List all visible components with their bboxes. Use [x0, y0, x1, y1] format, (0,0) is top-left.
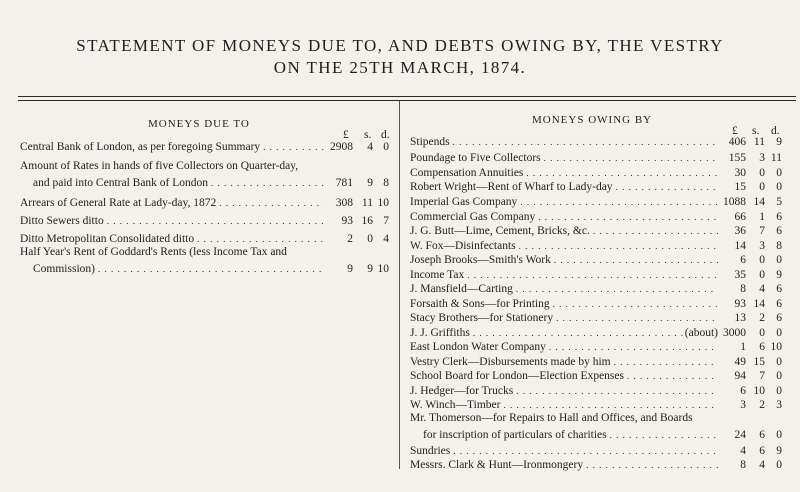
left-unit-pounds: £: [343, 129, 349, 141]
entry-label: Commission): [33, 263, 95, 275]
leader-dots: [526, 166, 718, 180]
leader-dots: [549, 340, 718, 354]
entry-label: for inscription of particulars of charities: [423, 429, 607, 441]
ledger-row: [410, 268, 792, 282]
amount-shillings: 4: [759, 459, 765, 471]
ledger-row: [410, 311, 792, 325]
entry-label: Ditto Sewers ditto: [20, 215, 104, 227]
leader-dots: [219, 196, 324, 210]
right-unit-pence: d.: [771, 125, 780, 137]
amount-shillings: 11: [753, 136, 765, 148]
amount-shillings: 3: [759, 152, 765, 164]
leader-dots: [453, 444, 718, 458]
ledger-row: [410, 398, 792, 412]
leader-dots: [107, 214, 324, 228]
amount-pounds: 1: [740, 341, 746, 353]
entry-label: J. J. Griffiths: [410, 327, 470, 339]
entry-label: Vestry Clerk—Disbursements made by him: [410, 356, 611, 368]
ledger-row: [410, 166, 792, 180]
leader-dots: [593, 224, 718, 238]
leader-dots: [98, 262, 324, 276]
ledger-row: [20, 196, 392, 210]
leader-dots: [197, 232, 324, 246]
amount-pence: 5: [776, 196, 782, 208]
ledger-row: [410, 239, 792, 253]
amount-shillings: 16: [361, 215, 373, 227]
amount-pence: 0: [776, 459, 782, 471]
amount-shillings: 6: [759, 341, 765, 353]
statement-date: ON THE 25TH MARCH, 1874.: [273, 58, 527, 77]
amount-pence: 0: [776, 254, 782, 266]
entry-label: J. Mansfield—Carting: [410, 283, 513, 295]
leader-dots: [616, 180, 718, 194]
left-heading: MONEYS DUE TO: [148, 118, 250, 130]
amount-pounds: 15: [734, 181, 746, 193]
entry-suffix: (about): [684, 327, 718, 339]
entry-label-line1: Mr. Thomerson—for Repairs to Hall and Offices, and Boards: [410, 412, 693, 424]
amount-pounds: 36: [734, 225, 746, 237]
entry-label: Poundage to Five Collectors: [410, 152, 541, 164]
entry-label: Imperial Gas Company: [410, 196, 518, 208]
entry-label: Central Bank of London, as per foregoing Summary: [20, 141, 261, 153]
ledger-row: [410, 297, 792, 311]
amount-shillings: 2: [759, 399, 765, 411]
amount-pounds: 6: [740, 385, 746, 397]
leader-dots: [556, 311, 718, 325]
left-unit-pence: d.: [381, 129, 390, 141]
amount-pence: 0: [776, 385, 782, 397]
entry-label: East London Water Company: [410, 341, 546, 353]
ledger-row: [410, 210, 792, 224]
entry-label: Joseph Brooks—Smith's Work: [410, 254, 551, 266]
ledger-row: [410, 180, 792, 194]
amount-pounds: 4: [740, 445, 746, 457]
amount-pence: 9: [776, 269, 782, 281]
entry-label: Stacy Brothers—for Stationery: [410, 312, 554, 324]
right-unit-shillings: s.: [752, 125, 760, 137]
entry-label: and paid into Central Bank of London: [33, 177, 209, 189]
amount-pounds: 308: [335, 197, 353, 209]
amount-pounds: 14: [734, 240, 746, 252]
leader-dots: [553, 297, 718, 311]
amount-pence: 0: [776, 167, 782, 179]
amount-pence: 9: [776, 445, 782, 457]
amount-pence: 10: [377, 197, 389, 209]
amount-shillings: 0: [759, 269, 765, 281]
ledger-row: [410, 326, 792, 340]
amount-pounds: 8: [740, 283, 746, 295]
leader-dots: [516, 282, 718, 296]
entry-label: Stipends: [410, 136, 450, 148]
amount-pence: 10: [770, 341, 782, 353]
entry-label: Robert Wright—Rent of Wharf to Lady-day: [410, 181, 613, 193]
amount-shillings: 2: [759, 312, 765, 324]
leader-dots: [453, 135, 718, 149]
amount-pence: 6: [776, 312, 782, 324]
amount-shillings: 6: [759, 445, 765, 457]
entry-label: J. Hedger—for Trucks: [410, 385, 514, 397]
amount-shillings: 0: [759, 254, 765, 266]
amount-pence: 6: [776, 225, 782, 237]
amount-pence: 6: [776, 298, 782, 310]
amount-shillings: 11: [361, 197, 373, 209]
leader-dots: [544, 151, 718, 165]
left-unit-shillings: s.: [364, 129, 372, 141]
right-unit-pounds: £: [732, 125, 738, 137]
ledger-row: [410, 444, 792, 458]
amount-shillings: 9: [367, 263, 373, 275]
amount-pence: 0: [776, 356, 782, 368]
amount-pounds: 93: [734, 298, 746, 310]
amount-pence: 8: [776, 240, 782, 252]
ledger-row: [410, 253, 792, 267]
ledger-row: [410, 151, 792, 165]
leader-dots: [263, 140, 324, 154]
entry-label: W. Fox—Disinfectants: [410, 240, 516, 252]
amount-pounds: 66: [734, 211, 746, 223]
column-divider: [399, 101, 400, 469]
amount-shillings: 4: [367, 141, 373, 153]
amount-pounds: 3: [740, 399, 746, 411]
entry-label: Compensation Annuities: [410, 167, 524, 179]
amount-pounds: 9: [347, 263, 353, 275]
amount-shillings: 0: [759, 167, 765, 179]
ledger-row: [33, 262, 392, 276]
entry-label: J. G. Butt—Lime, Cement, Bricks, &c.: [410, 225, 590, 237]
ledger-row: [423, 428, 792, 442]
ledger-row: [20, 232, 392, 246]
amount-shillings: 6: [759, 429, 765, 441]
ledger-row: [20, 140, 392, 154]
amount-pence: 7: [383, 215, 389, 227]
amount-shillings: 7: [759, 370, 765, 382]
entry-label-line1: Amount of Rates in hands of five Collectors on Quarter-day,: [20, 160, 299, 172]
ledger-row: [410, 135, 792, 149]
amount-pence: 6: [776, 211, 782, 223]
amount-pounds: 94: [734, 370, 746, 382]
amount-pence: 0: [776, 181, 782, 193]
right-heading: MONEYS OWING BY: [532, 114, 653, 126]
amount-pounds: 49: [734, 356, 746, 368]
amount-pounds: 13: [734, 312, 746, 324]
entry-label: Commercial Gas Company: [410, 211, 536, 223]
amount-shillings: 4: [759, 283, 765, 295]
amount-pounds: 93: [341, 215, 353, 227]
amount-pence: 11: [770, 152, 782, 164]
amount-shillings: 0: [759, 181, 765, 193]
entry-label: Messrs. Clark & Hunt—Ironmongery: [410, 459, 584, 471]
amount-pounds: 155: [728, 152, 746, 164]
leader-dots: [519, 239, 718, 253]
ledger-row: [410, 458, 792, 472]
amount-pounds: 3000: [723, 327, 746, 339]
amount-pounds: 30: [734, 167, 746, 179]
leader-dots: [627, 369, 718, 383]
leader-dots: [516, 384, 718, 398]
entry-label: Ditto Metropolitan Consolidated ditto: [20, 233, 195, 245]
entry-label: School Board for London—Election Expenses: [410, 370, 624, 382]
amount-shillings: 7: [759, 225, 765, 237]
leader-dots: [520, 195, 718, 209]
ledger-row: [410, 355, 792, 369]
amount-pounds: 2908: [330, 141, 353, 153]
amount-pounds: 24: [734, 429, 746, 441]
leader-dots: [467, 268, 718, 282]
ledger-row: [410, 384, 792, 398]
amount-pence: 4: [383, 233, 389, 245]
amount-pence: 3: [776, 399, 782, 411]
leader-dots: [211, 176, 324, 190]
ledger-row: [410, 195, 792, 209]
statement-title: STATEMENT OF MONEYS DUE TO, AND DEBTS OWING BY, THE VESTRY: [76, 36, 724, 55]
amount-shillings: 15: [753, 356, 765, 368]
entry-label: W. Winch—Timber: [410, 399, 501, 411]
amount-pounds: 8: [740, 459, 746, 471]
amount-shillings: 10: [753, 385, 765, 397]
ledger-row: [20, 214, 392, 228]
amount-pounds: 1088: [723, 196, 746, 208]
amount-pounds: 2: [347, 233, 353, 245]
leader-dots: [503, 398, 718, 412]
amount-pence: 6: [776, 283, 782, 295]
entry-label-line1: Half Year's Rent of Goddard's Rents (less Income Tax and: [20, 246, 287, 258]
leader-dots: [614, 355, 718, 369]
ledger-row: [33, 176, 392, 190]
amount-pence: 10: [377, 263, 389, 275]
leader-dots: [554, 253, 718, 267]
leader-dots: [473, 326, 685, 340]
amount-shillings: 0: [367, 233, 373, 245]
amount-pounds: 35: [734, 269, 746, 281]
amount-shillings: 3: [759, 240, 765, 252]
amount-pounds: 406: [728, 136, 746, 148]
amount-pence: 0: [383, 141, 389, 153]
ledger-row: [410, 369, 792, 383]
amount-pounds: 781: [335, 177, 353, 189]
amount-pence: 0: [776, 370, 782, 382]
ledger-row: [410, 340, 792, 354]
amount-shillings: 0: [759, 327, 765, 339]
amount-pounds: 6: [740, 254, 746, 266]
amount-shillings: 14: [753, 298, 765, 310]
amount-shillings: 1: [759, 211, 765, 223]
leader-dots: [610, 428, 718, 442]
leader-dots: [538, 210, 718, 224]
entry-label: Forsaith & Sons—for Printing: [410, 298, 550, 310]
amount-shillings: 14: [753, 196, 765, 208]
amount-pence: 0: [776, 429, 782, 441]
divider-rule-top: [18, 96, 796, 97]
ledger-row: [410, 282, 792, 296]
amount-pence: 9: [776, 136, 782, 148]
divider-rule-bottom: [18, 100, 796, 101]
amount-pence: 0: [776, 327, 782, 339]
ledger-row: [410, 224, 792, 238]
entry-label: Arrears of General Rate at Lady-day, 1872: [20, 197, 217, 209]
entry-label: Income Tax: [410, 269, 465, 281]
amount-pence: 8: [383, 177, 389, 189]
leader-dots: [586, 458, 718, 472]
amount-shillings: 9: [367, 177, 373, 189]
entry-label: Sundries: [410, 445, 451, 457]
